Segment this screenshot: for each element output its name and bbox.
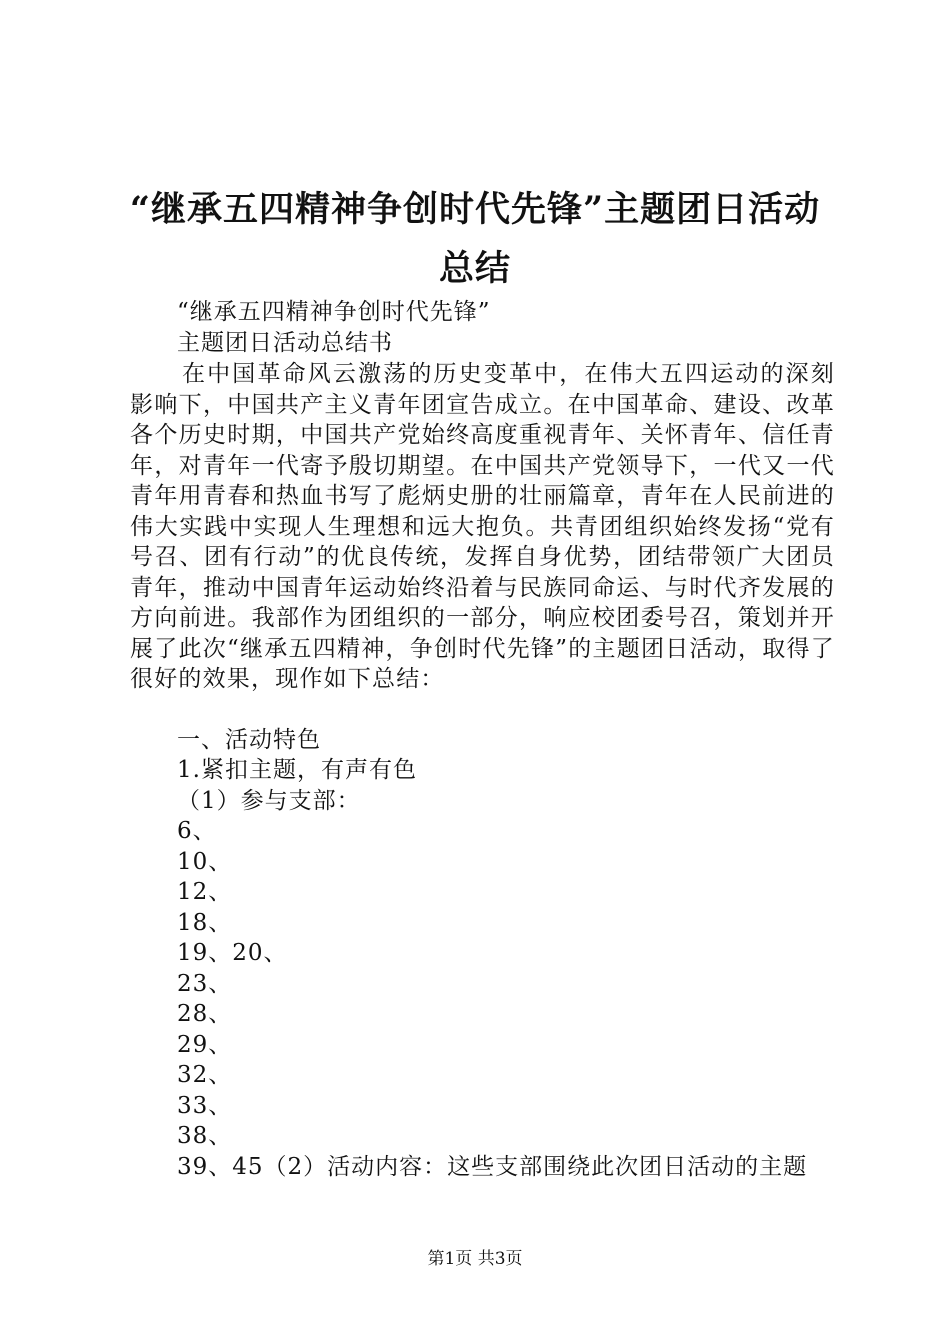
document-title-line2: 总结	[438, 248, 511, 289]
branch-item: 38、	[177, 1123, 233, 1149]
branch-item: 32、	[177, 1062, 233, 1088]
branch-item: 12、	[177, 879, 233, 905]
intro-paragraph: 在中国革命风云激荡的历史变革中，在伟大五四运动的深刻影响下，中国共产主义青年团宣告成立。在中国革命、建设、改革各个历史时期，中国共产党始终高度重视青年、关怀青年、信任青年，对青年一代寄予殷切期望。在中国共产党领导下，一代又一代青年用青春和热血书写了彪炳史册的壮丽篇章，青年在人民前进的伟大实践中实现人生理想和远大抱负。共青团组织始终发扬“党有号召、团有行动”的优良传统，发挥自身优势，团结带领广大团员青年，推动中国青年运动始终沿着与民族同命运、与时代齐发展的方向前进。我部作为团组织的一部分，响应校团委号召，策划并开展了此次“继承五四精神，争创时代先锋”的主题团日活动，取得了很好的效果，现作如下总结：	[130, 361, 835, 692]
branch-item: 6、	[177, 818, 217, 844]
item1-sub1: （1）参与支部：	[177, 788, 361, 814]
branch-item: 18、	[177, 910, 233, 936]
branch-item: 28、	[177, 1001, 233, 1027]
item1-heading: 1.紧扣主题，有声有色	[177, 757, 417, 783]
section1-heading: 一、活动特色	[177, 727, 321, 753]
subtitle-line1: “继承五四精神争创时代先锋”	[177, 299, 491, 325]
document-title-line1: “继承五四精神争创时代先锋”主题团日活动	[129, 189, 821, 230]
branch-item: 33、	[177, 1093, 233, 1119]
branch-item: 23、	[177, 971, 233, 997]
branch-item: 10、	[177, 849, 233, 875]
last-line: 39、45（2）活动内容：这些支部围绕此次团日活动的主题	[177, 1154, 808, 1180]
branch-item: 29、	[177, 1032, 233, 1058]
page-footer: 第1页 共3页	[427, 1249, 523, 1269]
branch-item: 19、20、	[177, 940, 288, 966]
subtitle-line2: 主题团日活动总结书	[177, 330, 393, 356]
